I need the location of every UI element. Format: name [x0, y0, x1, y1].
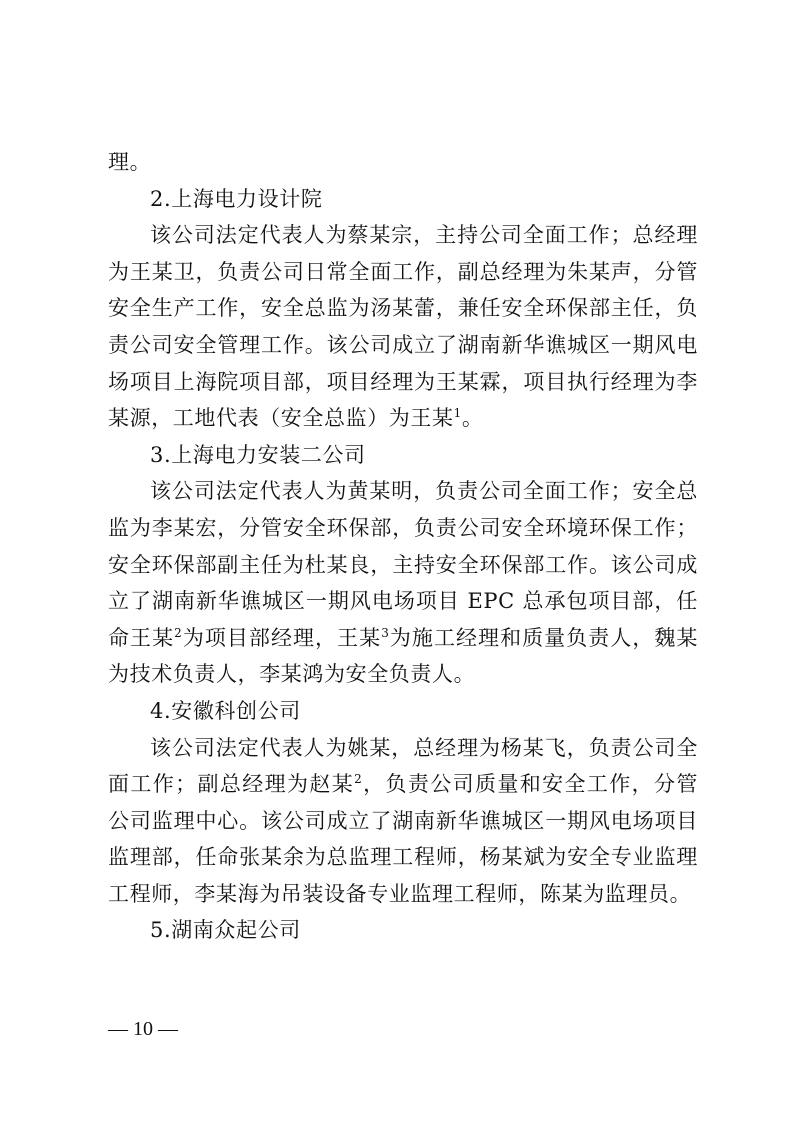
- superscript-marker: 1: [453, 406, 462, 421]
- section-heading-4: 4.安徽科创公司: [150, 698, 301, 723]
- paragraph-anhui-kechuang-company: [108, 730, 698, 913]
- section-heading-3: 3.上海电力安装二公司: [150, 442, 366, 467]
- document-body: [108, 144, 698, 949]
- page-number: — 10 —: [108, 1018, 178, 1040]
- paragraph-text: ，负责公司质量和安全工作，分管公司监理中心。该公司成立了湖南新华谯城区一期风电场项目监理部，任命张某余为总监理工程师，杨某斌为安全专业监理工程师，李某海为吊装设备专业监理工程师，陈某为监理员。: [108, 772, 698, 906]
- section-heading-5: 5.湖南众起公司: [150, 918, 301, 943]
- paragraph-text: 该公司法定代表人为蔡某宗，主持公司全面工作；总经理为王某卫，负责公司日常全面工作，副总经理为朱某声，分管安全生产工作，安全总监为汤某蕾，兼任安全环保部主任，负责公司安全管理工作。该公司成立了湖南新华谯城区一期风电场项目上海院项目部，项目经理为王某霖，项目执行经理为李某源，工地代表（安全总监）为王某: [108, 223, 698, 431]
- paragraph-text: 该公司法定代表人为黄某明，负责公司全面工作；安全总监为李某宏，分管安全环保部，负责公司安全环境环保工作；安全环保部副主任为杜某良，主持安全环保部工作。该公司成立了湖南新华谯城区一期风电场项目 EPC 总承包项目部，任命王某: [108, 479, 698, 650]
- superscript-marker: 2: [174, 625, 183, 640]
- paragraph-text: 为项目部经理，王某: [182, 625, 382, 650]
- paragraph-text: 。: [461, 406, 484, 431]
- paragraph-shanghai-installation-company: [108, 473, 698, 693]
- superscript-marker: 3: [381, 625, 390, 640]
- paragraph-text: 该公司法定代表人为姚某，总经理为杨某飞，负责公司全面工作；副总经理为赵某: [108, 735, 698, 797]
- paragraph-text: 为施工经理和质量负责人，魏某为技术负责人，李某鸿为安全负责人。: [108, 625, 698, 687]
- paragraph-shanghai-design-institute: [108, 217, 698, 437]
- section-heading-2: 2.上海电力设计院: [150, 186, 323, 211]
- superscript-marker: 2: [354, 772, 363, 787]
- paragraph-continuation: 理。: [108, 150, 152, 174]
